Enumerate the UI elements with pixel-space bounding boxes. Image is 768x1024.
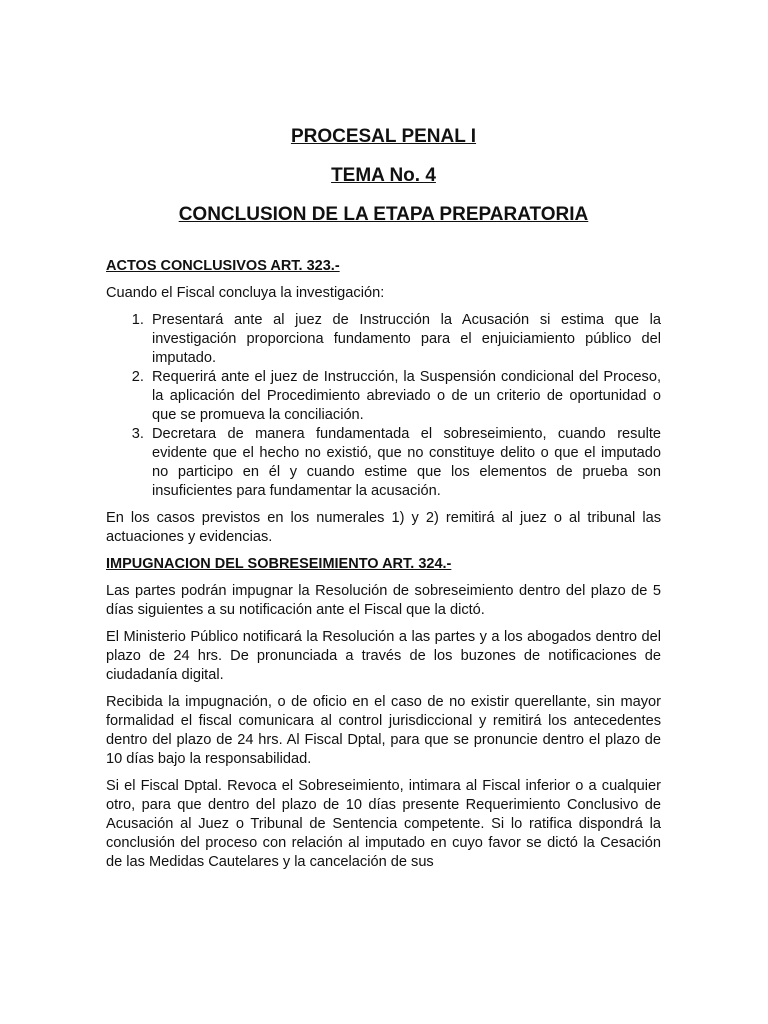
list-item: 1. Presentará ante al juez de Instrucción la Acusación si estima que la investigación proporciona fundamento para el enjuiciamiento público del imputado. bbox=[148, 311, 661, 368]
section-actos-conclusivos bbox=[106, 257, 661, 547]
section-impugnacion-sobreseimiento bbox=[106, 555, 661, 872]
paragraph: El Ministerio Público notificará la Resolución a las partes y a los abogados dentro del plazo de 24 hrs. De pronunciada a través de los buzones de notificaciones de ciudadanía digital. bbox=[106, 629, 661, 683]
paragraph: Recibida la impugnación, o de oficio en el caso de no existir querellante, sin mayor formalidad el fiscal comunicara al control jurisdiccional y remitirá los antecedentes dentro del plazo de 24 hrs. Al Fiscal Dptal, para que se pronuncie dentro el plazo de 10 días bajo la responsabilidad. bbox=[106, 694, 661, 767]
document-topic-number: TEMA No. 4 bbox=[331, 165, 436, 186]
paragraph: Si el Fiscal Dptal. Revoca el Sobreseimiento, intimara al Fiscal inferior o a cualquier otro, para que dentro del plazo de 10 días presente Requerimiento Conclusivo de Acusación al Juez o Tribunal de Sentencia competente. Si lo ratifica dispondrá la conclusión del proceso con relación al imputado en cuyo favor se dictó la Cesación de las Medidas Cautelares y la cancelación de sus bbox=[106, 778, 661, 870]
section-intro: Cuando el Fiscal concluya la investigación: bbox=[106, 285, 385, 301]
list-item: 2. Requerirá ante el juez de Instrucción, la Suspensión condicional del Proceso, la aplicación del Procedimiento abreviado o de un criterio de oportunidad o que se promueva la conciliación. bbox=[148, 368, 661, 425]
numbered-list bbox=[106, 311, 661, 501]
document-page bbox=[106, 126, 661, 880]
section-heading: ACTOS CONCLUSIVOS ART. 323.- bbox=[106, 258, 340, 274]
section-heading: IMPUGNACION DEL SOBRESEIMIENTO ART. 324.- bbox=[106, 556, 452, 572]
document-topic-title: CONCLUSION DE LA ETAPA PREPARATORIA bbox=[178, 204, 589, 225]
list-item: 3. Decretara de manera fundamentada el sobreseimiento, cuando resulte evidente que el hecho no existió, que no constituye delito o que el imputado no participo en él y cuando estime que los elementos de prueba son insuficientes para fundamentar la acusación. bbox=[148, 425, 661, 501]
section-closing-paragraph: En los casos previstos en los numerales 1) y 2) remitirá al juez o al tribunal las actuaciones y evidencias. bbox=[106, 510, 661, 545]
paragraph: Las partes podrán impugnar la Resolución de sobreseimiento dentro del plazo de 5 días siguientes a su notificación ante el Fiscal que la dictó. bbox=[106, 583, 661, 618]
document-title: PROCESAL PENAL I bbox=[290, 126, 477, 147]
